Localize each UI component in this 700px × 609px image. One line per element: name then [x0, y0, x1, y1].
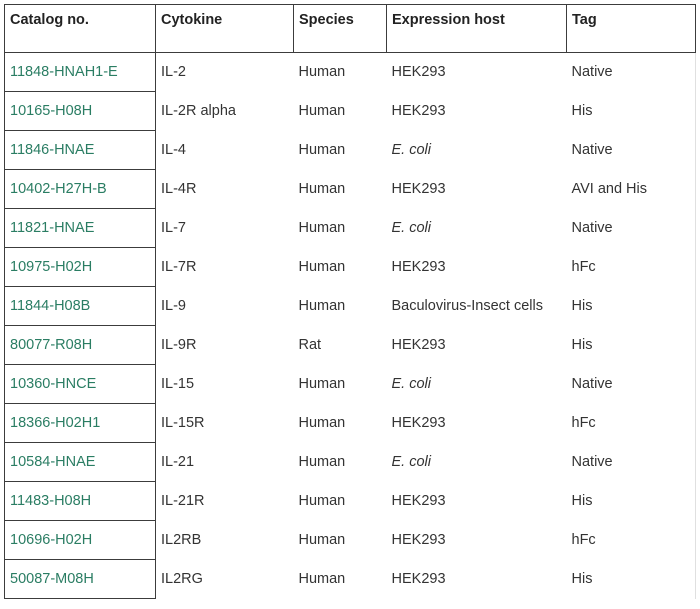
catalog-cell: [5, 92, 156, 131]
expression-host-cell: E. coli: [391, 376, 431, 392]
catalog-link[interactable]: 11844-H08B: [10, 298, 91, 314]
catalog-cell: [5, 404, 156, 443]
cytokine-cell: IL-21: [161, 454, 195, 470]
cytokine-cell: IL-4: [161, 142, 186, 158]
table-row: [5, 521, 696, 560]
catalog-link[interactable]: 11483-H08H: [10, 493, 92, 509]
expression-host-cell: E. coli: [391, 142, 431, 158]
expression-host-cell: HEK293: [391, 532, 446, 548]
tag-cell: Native: [567, 443, 696, 482]
catalog-link[interactable]: 10975-H02H: [10, 259, 93, 275]
catalog-link[interactable]: 10402-H27H-B: [10, 181, 107, 197]
catalog-link[interactable]: 10696-H02H: [10, 532, 93, 548]
cytokine-cell: IL-9: [161, 298, 186, 314]
cytokine-table: [4, 4, 696, 599]
species-cell: Human: [298, 220, 346, 236]
table-row: [5, 482, 696, 521]
tag-cell: hFc: [567, 248, 696, 287]
tag-cell: Native: [567, 209, 696, 248]
cytokine-cell: IL-15R: [161, 415, 205, 431]
tag-cell: AVI and His: [567, 170, 696, 209]
species-cell: Human: [298, 103, 346, 119]
species-cell: Human: [298, 571, 346, 587]
table-row: [5, 404, 696, 443]
table-row: [5, 170, 696, 209]
table-body: [5, 53, 696, 599]
table-row: [5, 92, 696, 131]
cytokine-cell: IL2RB: [161, 532, 202, 548]
species-cell: Human: [298, 493, 346, 509]
tag-cell: His: [567, 92, 696, 131]
tag-cell: hFc: [567, 521, 696, 560]
expression-host-cell: HEK293: [391, 415, 446, 431]
table-row: [5, 287, 696, 326]
tag-cell: Native: [567, 131, 696, 170]
expression-host-cell: HEK293: [391, 571, 446, 587]
cytokine-cell: IL-9R: [161, 337, 197, 353]
species-cell: Human: [298, 181, 346, 197]
cytokine-cell: IL-7: [161, 220, 186, 236]
catalog-cell: [5, 365, 156, 404]
table-row: [5, 443, 696, 482]
catalog-link[interactable]: 11848-HNAH1-E: [10, 64, 118, 80]
table-row: [5, 53, 696, 92]
expression-host-cell: HEK293: [391, 493, 446, 509]
expression-host-cell: HEK293: [391, 103, 446, 119]
cytokine-cell: IL2RG: [161, 571, 203, 587]
tag-cell: His: [567, 287, 696, 326]
tag-cell: hFc: [567, 404, 696, 443]
catalog-link[interactable]: 11821-HNAE: [10, 220, 95, 236]
cytokine-cell: IL-15: [161, 376, 195, 392]
expression-host-cell: HEK293: [391, 337, 446, 353]
species-cell: Human: [298, 142, 346, 158]
species-cell: Human: [298, 454, 346, 470]
catalog-cell: [5, 521, 156, 560]
cytokine-cell: IL-2R alpha: [161, 103, 236, 119]
species-cell: Human: [298, 415, 346, 431]
table-row: [5, 209, 696, 248]
cytokine-cell: IL-21R: [161, 493, 205, 509]
expression-host-cell: E. coli: [391, 454, 431, 470]
table-row: [5, 560, 696, 599]
catalog-link[interactable]: 18366-H02H1: [10, 415, 101, 431]
species-cell: Human: [298, 532, 346, 548]
catalog-link[interactable]: 80077-R08H: [10, 337, 93, 353]
catalog-link[interactable]: 10165-H08H: [10, 103, 93, 119]
header-expression-host: Expression host: [387, 5, 567, 53]
header-tag: Tag: [567, 5, 696, 53]
species-cell: Human: [298, 376, 346, 392]
catalog-cell: [5, 170, 156, 209]
tag-cell: Native: [567, 365, 696, 404]
catalog-link[interactable]: 10360-HNCE: [10, 376, 97, 392]
header-species: Species: [294, 5, 387, 53]
cytokine-cell: IL-2: [156, 53, 294, 92]
catalog-link[interactable]: 11846-HNAE: [10, 142, 95, 158]
header-cytokine: Cytokine: [156, 5, 294, 53]
cytokine-cell: IL-4R: [161, 181, 197, 197]
catalog-cell: [5, 482, 156, 521]
header-row: [5, 5, 696, 53]
catalog-cell: [5, 209, 156, 248]
tag-cell: His: [567, 326, 696, 365]
species-cell: Human: [298, 259, 346, 275]
tag-cell: His: [567, 482, 696, 521]
catalog-cell: [5, 560, 156, 599]
table-row: [5, 248, 696, 287]
expression-host-cell: Baculovirus-Insect cells: [391, 298, 543, 314]
catalog-cell: [5, 131, 156, 170]
table-row: [5, 131, 696, 170]
catalog-cell: [5, 443, 156, 482]
table-row: [5, 326, 696, 365]
expression-host-cell: HEK293: [391, 181, 446, 197]
catalog-cell: [5, 248, 156, 287]
expression-host-cell: E. coli: [391, 220, 431, 236]
species-cell: Human: [294, 53, 387, 92]
species-cell: Rat: [298, 337, 322, 353]
catalog-cell: [5, 287, 156, 326]
cytokine-table-container: [4, 4, 695, 599]
tag-cell: Native: [567, 53, 696, 92]
table-row: [5, 365, 696, 404]
expression-host-cell: HEK293: [387, 53, 567, 92]
header-catalog-no: Catalog no.: [5, 5, 156, 53]
species-cell: Human: [298, 298, 346, 314]
table-header: [5, 5, 696, 53]
cytokine-cell: IL-7R: [161, 259, 197, 275]
tag-cell: His: [567, 560, 696, 599]
expression-host-cell: HEK293: [391, 259, 446, 275]
catalog-link[interactable]: 50087-M08H: [10, 571, 94, 587]
catalog-cell: [5, 53, 156, 92]
catalog-link[interactable]: 10584-HNAE: [10, 454, 96, 470]
catalog-cell: [5, 326, 156, 365]
